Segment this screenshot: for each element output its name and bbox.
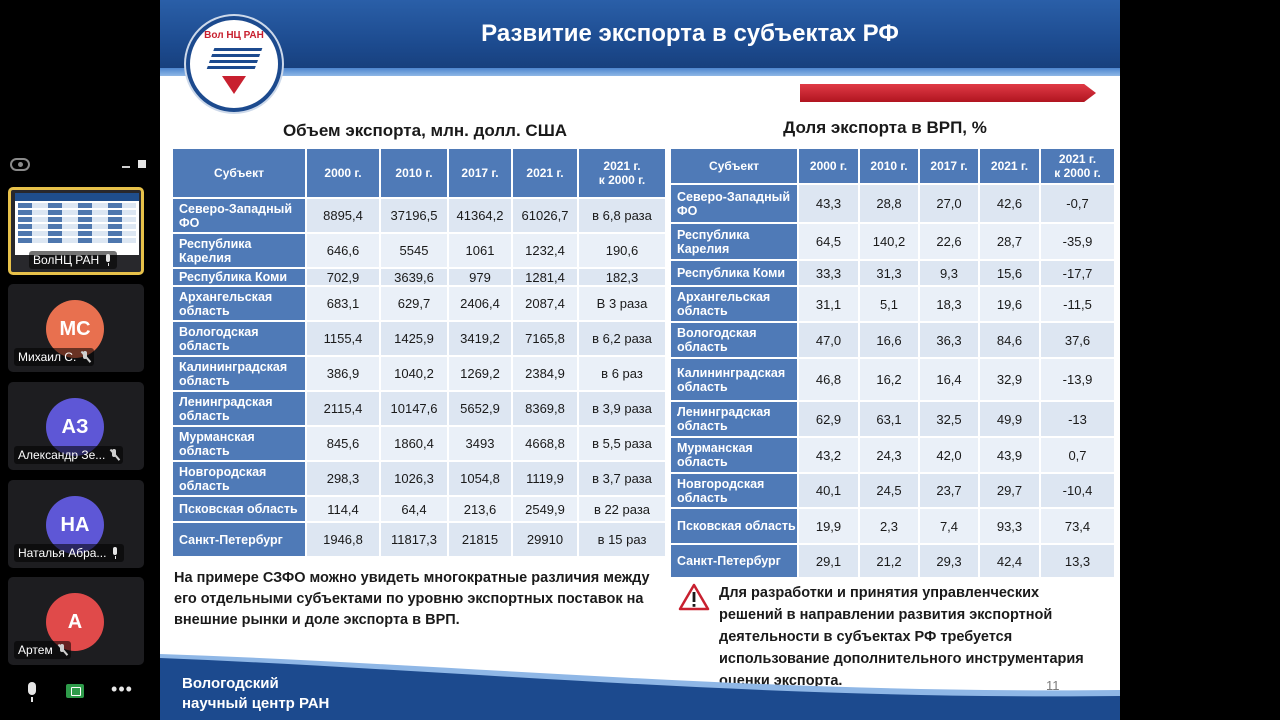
cell-2021: 1281,4 [513, 269, 577, 285]
minimize-icon[interactable] [122, 166, 130, 168]
cell-2000: 40,1 [799, 474, 858, 507]
participant-tile[interactable] [8, 187, 144, 275]
cell-ratio: в 6,8 раза [579, 199, 665, 232]
cell-2017: 41364,2 [449, 199, 511, 232]
cell-2021: 2087,4 [513, 287, 577, 320]
col-ratio-line2: к 2000 г. [1054, 166, 1101, 180]
logo-lines [206, 48, 263, 72]
table-row [671, 474, 1114, 507]
shared-screen-thumbnail [15, 193, 139, 255]
cell-2021: 93,3 [980, 509, 1039, 543]
participant-name [14, 641, 71, 659]
participant-name [14, 446, 123, 464]
cell-ratio: В 3 раза [579, 287, 665, 320]
col-2000: 2000 г. [799, 149, 858, 183]
col-ratio-line1: 2021 г. [1058, 152, 1097, 166]
cell-2021: 4668,8 [513, 427, 577, 460]
export-table-body [173, 199, 665, 556]
col-2010: 2010 г. [860, 149, 918, 183]
cell-2010: 28,8 [860, 185, 918, 222]
institute-logo [186, 16, 282, 112]
cell-2000: 2115,4 [307, 392, 379, 425]
sidebar-toolbar [8, 156, 148, 174]
table-row [173, 427, 665, 460]
cell-ratio: -13 [1041, 402, 1114, 436]
table-row [671, 545, 1114, 577]
cell-ratio: в 22 раза [579, 497, 665, 521]
cell-2017: 32,5 [920, 402, 978, 436]
recommendation-text: Для разработки и принятия управленческих решений в направлении развития экспортной деятельности в субъектах РФ требуется использование дополнительного инструментария оценки экспорта. [719, 585, 1084, 689]
cell-ratio: в 3,9 раза [579, 392, 665, 425]
cell-ratio: -0,7 [1041, 185, 1114, 222]
share-table-body [671, 185, 1114, 577]
cell-ratio: в 6,2 раза [579, 322, 665, 355]
mic-icon [110, 547, 120, 559]
cell-2000: 1946,8 [307, 523, 379, 556]
participant-name-text: Александр Зе... [18, 448, 106, 462]
table-row [671, 287, 1114, 321]
cell-2010: 2,3 [860, 509, 918, 543]
export-volume-title: Объем экспорта, млн. долл. США [282, 121, 568, 140]
cell-ratio: в 3,7 раза [579, 462, 665, 495]
cell-subject: Архангельская область [173, 287, 305, 320]
table-row [671, 438, 1114, 472]
cell-2000: 19,9 [799, 509, 858, 543]
cell-2021: 1232,4 [513, 234, 577, 267]
picture-in-picture-icon[interactable] [10, 158, 30, 171]
cell-2010: 24,5 [860, 474, 918, 507]
cell-2021: 15,6 [980, 261, 1039, 285]
cell-2000: 114,4 [307, 497, 379, 521]
cell-2017: 23,7 [920, 474, 978, 507]
cell-subject: Псковская область [671, 509, 797, 543]
avatar: АЗ [46, 398, 104, 456]
cell-subject: Мурманская область [173, 427, 305, 460]
cell-subject: Санкт-Петербург [671, 545, 797, 577]
mic-muted-icon [80, 351, 90, 363]
participant-name-text: Михаил С. [18, 350, 77, 364]
cell-2017: 3493 [449, 427, 511, 460]
cell-ratio: -13,9 [1041, 359, 1114, 400]
cell-ratio: -35,9 [1041, 224, 1114, 259]
participant-name [14, 544, 124, 562]
col-ratio-line1: 2021 г. [603, 159, 641, 173]
cell-2021: 8369,8 [513, 392, 577, 425]
cell-subject: Вологодская область [173, 322, 305, 355]
cell-2010: 3639,6 [381, 269, 447, 285]
participant-name-text: Артем [18, 643, 53, 657]
call-controls [0, 680, 160, 704]
cell-2000: 298,3 [307, 462, 379, 495]
mic-icon [103, 254, 113, 266]
cell-2000: 64,5 [799, 224, 858, 259]
cell-2021: 28,7 [980, 224, 1039, 259]
cell-2021: 49,9 [980, 402, 1039, 436]
col-ratio [579, 149, 665, 197]
cell-2017: 3419,2 [449, 322, 511, 355]
col-subject: Субъект [173, 149, 305, 197]
table-row [173, 392, 665, 425]
cell-2000: 62,9 [799, 402, 858, 436]
participants-sidebar [0, 0, 160, 720]
cell-ratio: 0,7 [1041, 438, 1114, 472]
cell-subject: Санкт-Петербург [173, 523, 305, 556]
conclusion-text: На примере СЗФО можно увидеть многократные различия между его отдельными субъектами по уровню экспортных поставок на внешние рынки и доле экспорта в ВРП. [174, 570, 650, 628]
cell-2017: 213,6 [449, 497, 511, 521]
cell-2021: 29910 [513, 523, 577, 556]
cell-subject: Псковская область [173, 497, 305, 521]
cell-subject: Северо-Западный ФО [671, 185, 797, 222]
cell-ratio: -11,5 [1041, 287, 1114, 321]
participant-tile[interactable] [8, 577, 144, 665]
cell-2010: 31,3 [860, 261, 918, 285]
export-share-title: Доля экспорта в ВРП, % [783, 118, 987, 137]
table-row [173, 523, 665, 556]
cell-2017: 5652,9 [449, 392, 511, 425]
cell-2010: 1040,2 [381, 357, 447, 390]
cell-2021: 29,7 [980, 474, 1039, 507]
cell-2017: 22,6 [920, 224, 978, 259]
cell-2000: 845,6 [307, 427, 379, 460]
cell-ratio: -17,7 [1041, 261, 1114, 285]
participant-tile[interactable] [8, 382, 144, 470]
cell-2021: 61026,7 [513, 199, 577, 232]
col-2021: 2021 г. [980, 149, 1039, 183]
col-ratio [1041, 149, 1114, 183]
footer-line1: Вологодский [182, 675, 279, 692]
cell-ratio: в 5,5 раза [579, 427, 665, 460]
cell-2010: 16,2 [860, 359, 918, 400]
cell-2017: 36,3 [920, 323, 978, 357]
cell-2021: 43,9 [980, 438, 1039, 472]
maximize-icon[interactable] [138, 160, 146, 168]
table-row [671, 509, 1114, 543]
presentation-slide [160, 0, 1120, 720]
col-subject: Субъект [671, 149, 797, 183]
cell-subject: Калининградская область [671, 359, 797, 400]
cell-subject: Мурманская область [671, 438, 797, 472]
table-row [173, 269, 665, 285]
cell-2010: 63,1 [860, 402, 918, 436]
cell-2010: 629,7 [381, 287, 447, 320]
cell-2010: 1860,4 [381, 427, 447, 460]
table-row [671, 185, 1114, 222]
export-share-table [669, 147, 1116, 579]
cell-2010: 1425,9 [381, 322, 447, 355]
table-row [173, 357, 665, 390]
cell-ratio: 73,4 [1041, 509, 1114, 543]
cell-2000: 46,8 [799, 359, 858, 400]
microphone-icon[interactable] [22, 682, 42, 702]
cell-subject: Архангельская область [671, 287, 797, 321]
cell-2010: 11817,3 [381, 523, 447, 556]
participant-tile[interactable] [8, 480, 144, 568]
cell-2000: 43,2 [799, 438, 858, 472]
cell-2000: 646,6 [307, 234, 379, 267]
cell-2000: 1155,4 [307, 322, 379, 355]
cell-2017: 18,3 [920, 287, 978, 321]
cell-subject: Новгородская область [671, 474, 797, 507]
cell-2000: 43,3 [799, 185, 858, 222]
col-2017: 2017 г. [920, 149, 978, 183]
table-row [671, 261, 1114, 285]
col-2017: 2017 г. [449, 149, 511, 197]
cell-2021: 32,9 [980, 359, 1039, 400]
cell-2021: 42,6 [980, 185, 1039, 222]
cell-ratio: -10,4 [1041, 474, 1114, 507]
page-number: 11 [1046, 678, 1060, 693]
cell-2021: 84,6 [980, 323, 1039, 357]
cell-subject: Республика Коми [671, 261, 797, 285]
table-row [173, 497, 665, 521]
col-2010: 2010 г. [381, 149, 447, 197]
cell-ratio: 182,3 [579, 269, 665, 285]
cell-2000: 29,1 [799, 545, 858, 577]
avatar: МС [46, 300, 104, 358]
cell-2000: 702,9 [307, 269, 379, 285]
cell-subject: Северо-Западный ФО [173, 199, 305, 232]
cell-2021: 1119,9 [513, 462, 577, 495]
cell-ratio: 37,6 [1041, 323, 1114, 357]
cell-2010: 140,2 [860, 224, 918, 259]
header-stripe [160, 68, 1120, 76]
cell-2000: 386,9 [307, 357, 379, 390]
red-arrow-decoration [800, 84, 1096, 102]
cell-2010: 5,1 [860, 287, 918, 321]
cell-subject: Республика Карелия [173, 234, 305, 267]
cell-subject: Республика Коми [173, 269, 305, 285]
cell-2017: 2406,4 [449, 287, 511, 320]
cell-2017: 29,3 [920, 545, 978, 577]
participant-name-text: Наталья Абра... [18, 546, 107, 560]
cell-2010: 5545 [381, 234, 447, 267]
cell-subject: Ленинградская область [671, 402, 797, 436]
cell-2017: 9,3 [920, 261, 978, 285]
cell-ratio: в 15 раз [579, 523, 665, 556]
cell-ratio: 190,6 [579, 234, 665, 267]
cell-subject: Калининградская область [173, 357, 305, 390]
cell-2000: 47,0 [799, 323, 858, 357]
table-row [173, 322, 665, 355]
col-2000: 2000 г. [307, 149, 379, 197]
logo-triangle [222, 76, 246, 94]
cell-2017: 21815 [449, 523, 511, 556]
cell-2010: 16,6 [860, 323, 918, 357]
cell-2021: 2384,9 [513, 357, 577, 390]
more-options-icon[interactable]: ••• [111, 679, 133, 699]
cell-2021: 2549,9 [513, 497, 577, 521]
cell-2017: 1269,2 [449, 357, 511, 390]
right-black-area [1120, 0, 1280, 720]
slide-title: Развитие экспорта в субъектах РФ [481, 20, 899, 47]
cell-subject: Новгородская область [173, 462, 305, 495]
cell-2021: 42,4 [980, 545, 1039, 577]
avatar: А [46, 593, 104, 651]
cell-ratio: в 6 раз [579, 357, 665, 390]
cell-ratio: 13,3 [1041, 545, 1114, 577]
cell-2010: 10147,6 [381, 392, 447, 425]
cell-2017: 979 [449, 269, 511, 285]
cell-2010: 21,2 [860, 545, 918, 577]
cell-2000: 31,1 [799, 287, 858, 321]
participant-tile[interactable] [8, 284, 144, 372]
logo-text: Вол НЦ РАН [204, 30, 264, 41]
cell-2017: 16,4 [920, 359, 978, 400]
table-row [671, 402, 1114, 436]
cell-subject: Вологодская область [671, 323, 797, 357]
table-row [173, 199, 665, 232]
cell-2000: 683,1 [307, 287, 379, 320]
cell-2010: 1026,3 [381, 462, 447, 495]
table-row [671, 224, 1114, 259]
col-2021: 2021 г. [513, 149, 577, 197]
table-row [671, 323, 1114, 357]
participant-name-text: ВолНЦ РАН [33, 253, 100, 267]
col-ratio-line2: к 2000 г. [598, 173, 646, 187]
cell-2017: 7,4 [920, 509, 978, 543]
warning-icon [678, 583, 710, 611]
cell-2000: 33,3 [799, 261, 858, 285]
screen-share-icon[interactable] [66, 684, 84, 698]
table-row [173, 462, 665, 495]
footer-line2: научный центр РАН [182, 695, 330, 712]
table-row [173, 234, 665, 267]
table-row [671, 359, 1114, 400]
mic-muted-icon [57, 644, 67, 656]
cell-2010: 64,4 [381, 497, 447, 521]
cell-2021: 7165,8 [513, 322, 577, 355]
cell-2010: 24,3 [860, 438, 918, 472]
cell-2000: 8895,4 [307, 199, 379, 232]
avatar: НА [46, 496, 104, 554]
mic-muted-icon [109, 449, 119, 461]
cell-2017: 1054,8 [449, 462, 511, 495]
cell-subject: Республика Карелия [671, 224, 797, 259]
cell-2017: 1061 [449, 234, 511, 267]
cell-2017: 42,0 [920, 438, 978, 472]
table-row [173, 287, 665, 320]
cell-subject: Ленинградская область [173, 392, 305, 425]
cell-2021: 19,6 [980, 287, 1039, 321]
participant-name [29, 251, 117, 269]
footer-institute-name [182, 674, 329, 714]
cell-2017: 27,0 [920, 185, 978, 222]
participant-name [14, 348, 94, 366]
export-volume-table [171, 147, 667, 558]
cell-2010: 37196,5 [381, 199, 447, 232]
